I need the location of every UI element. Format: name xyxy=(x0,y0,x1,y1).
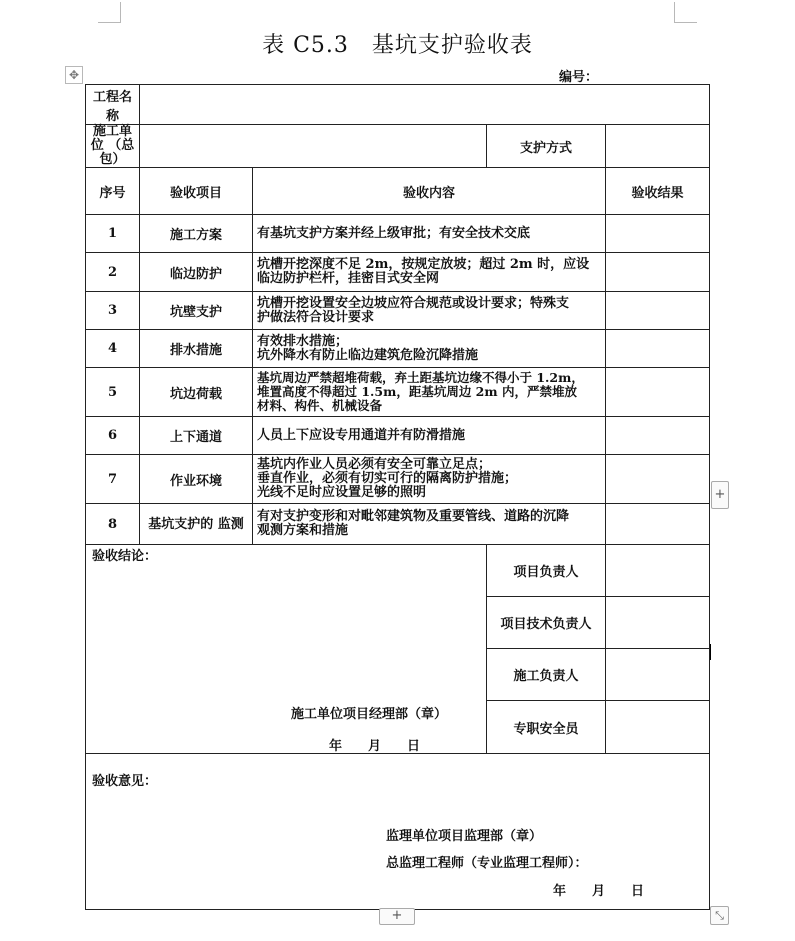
column-header-item: 验收项目 xyxy=(140,168,253,215)
row-content-line: 基坑内作业人员必须有安全可靠立足点； xyxy=(257,457,492,472)
opinion-date: 年 月 日 xyxy=(553,884,645,899)
row-number: 3 xyxy=(86,292,140,330)
acceptance-form-table xyxy=(85,84,710,910)
row-number: 2 xyxy=(86,253,140,292)
row-result-field[interactable] xyxy=(606,417,710,455)
project-manager-signature[interactable] xyxy=(606,545,710,597)
add-row-button[interactable]: + xyxy=(379,908,415,925)
table-row xyxy=(86,417,710,455)
row-result-field[interactable] xyxy=(606,253,710,292)
row-content-line: 有效排水措施； xyxy=(257,333,349,349)
row-result-field[interactable] xyxy=(606,368,710,417)
row-content-line: 观测方案和措施 xyxy=(257,523,349,538)
row-content xyxy=(253,330,606,368)
row-content xyxy=(253,504,606,545)
conclusion-date: 年 月 日 xyxy=(329,739,421,754)
document-title: 表 C5.3 基坑支护验收表 xyxy=(262,33,533,58)
conclusion-area xyxy=(86,545,486,753)
row-content-line: 临边防护栏杆，挂密目式安全网 xyxy=(257,271,440,286)
row-content xyxy=(253,455,606,504)
row-result-field[interactable] xyxy=(606,455,710,504)
opinion-row xyxy=(86,754,710,910)
row-item-line: 监测 xyxy=(217,516,244,532)
technical-manager-label: 项目技术负责人 xyxy=(487,597,606,649)
opinion-area xyxy=(86,754,709,909)
column-header-row xyxy=(86,168,710,215)
conclusion-label: 验收结论： xyxy=(92,549,158,564)
row-item: 坑边荷载 xyxy=(140,368,253,417)
row-content-line: 有对支护变形和对毗邻建筑物及重要管线、道路的沉降 xyxy=(257,509,570,524)
construction-manager-signature[interactable] xyxy=(606,649,710,701)
row-number: 6 xyxy=(86,417,140,455)
table-row xyxy=(86,368,710,417)
row-content-line: 有基坑支护方案并经上级审批；有安全技术交底 xyxy=(257,225,531,241)
contractor-label-line2: （总包） xyxy=(99,138,135,167)
contractor-label xyxy=(86,125,140,168)
contractor-field[interactable] xyxy=(140,125,487,168)
conclusion-cell[interactable] xyxy=(86,545,487,754)
opinion-cell[interactable] xyxy=(86,754,710,910)
supervision-stamp-label: 监理单位项目监理部（章） xyxy=(386,829,543,844)
row-content-line: 护做法符合设计要求 xyxy=(257,309,375,325)
project-name-row xyxy=(86,85,710,125)
row-content xyxy=(253,253,606,292)
row-item: 临边防护 xyxy=(140,253,253,292)
contractor-label-line1: 施工单位 xyxy=(90,124,132,153)
row-item: 作业环境 xyxy=(140,455,253,504)
row-item: 施工方案 xyxy=(140,215,253,253)
row-result-field[interactable] xyxy=(606,504,710,545)
table-row xyxy=(86,292,710,330)
row-item: 上下通道 xyxy=(140,417,253,455)
row-number: 4 xyxy=(86,330,140,368)
table-row xyxy=(86,253,710,292)
text-cursor xyxy=(710,644,711,660)
contractor-row xyxy=(86,125,710,168)
row-result-field[interactable] xyxy=(606,330,710,368)
project-name-field[interactable] xyxy=(140,85,710,125)
technical-manager-signature[interactable] xyxy=(606,597,710,649)
table-resize-icon[interactable]: ⤡ xyxy=(710,906,729,925)
page-corner-mark-left xyxy=(98,2,121,23)
row-number: 7 xyxy=(86,455,140,504)
column-header-no: 序号 xyxy=(86,168,140,215)
row-item: 坑壁支护 xyxy=(140,292,253,330)
add-column-button[interactable]: + xyxy=(711,481,729,509)
signatory-row xyxy=(86,545,710,597)
table-move-icon[interactable]: ✥ xyxy=(65,66,83,84)
safety-officer-signature[interactable] xyxy=(606,701,710,754)
column-header-content: 验收内容 xyxy=(253,168,606,215)
row-number: 8 xyxy=(86,504,140,545)
row-number: 5 xyxy=(86,368,140,417)
safety-officer-label: 专职安全员 xyxy=(487,701,606,754)
opinion-label: 验收意见： xyxy=(92,774,158,789)
row-content-line: 基坑周边严禁超堆荷载，弃土距基坑边缘不得小于 1.2m， xyxy=(257,370,584,385)
row-result-field[interactable] xyxy=(606,215,710,253)
table-row xyxy=(86,455,710,504)
support-method-field[interactable] xyxy=(606,125,710,168)
row-content-line: 坑槽开挖深度不足 2m，按规定放坡；超过 2m 时，应设 xyxy=(257,257,590,272)
row-content xyxy=(253,368,606,417)
row-content-line: 坑槽开挖设置安全边坡应符合规范或设计要求；特殊支 xyxy=(257,295,570,311)
row-item-line: 基坑支护的 xyxy=(148,516,214,532)
contractor-stamp-label: 施工单位项目经理部（章） xyxy=(291,707,448,722)
row-item xyxy=(140,504,253,545)
row-number: 1 xyxy=(86,215,140,253)
table-row xyxy=(86,504,710,545)
row-content-line: 人员上下应设专用通道并有防滑措施 xyxy=(257,427,466,443)
serial-number-label: 编号： xyxy=(559,70,599,85)
row-content xyxy=(253,417,606,455)
construction-manager-label: 施工负责人 xyxy=(487,649,606,701)
row-content-line: 光线不足时应设置足够的照明 xyxy=(257,485,427,500)
support-method-label: 支护方式 xyxy=(487,125,606,168)
project-name-label: 工程名称 xyxy=(86,85,140,125)
row-item: 排水措施 xyxy=(140,330,253,368)
project-manager-label: 项目负责人 xyxy=(487,545,606,597)
row-result-field[interactable] xyxy=(606,292,710,330)
table-row xyxy=(86,215,710,253)
table-row xyxy=(86,330,710,368)
row-content-line: 垂直作业，必须有切实可行的隔离防护措施； xyxy=(257,471,518,486)
row-content xyxy=(253,215,606,253)
row-content-line: 坑外降水有防止临边建筑危险沉降措施 xyxy=(257,347,479,363)
row-content xyxy=(253,292,606,330)
chief-engineer-label: 总监理工程师（专业监理工程师）： xyxy=(386,856,588,871)
column-header-result: 验收结果 xyxy=(606,168,710,215)
row-content-line: 堆置高度不得超过 1.5m，距基坑周边 2m 内，严禁堆放 xyxy=(257,384,577,399)
page-corner-mark-right xyxy=(674,2,697,23)
row-content-line: 材料、构件、机械设备 xyxy=(257,398,383,413)
